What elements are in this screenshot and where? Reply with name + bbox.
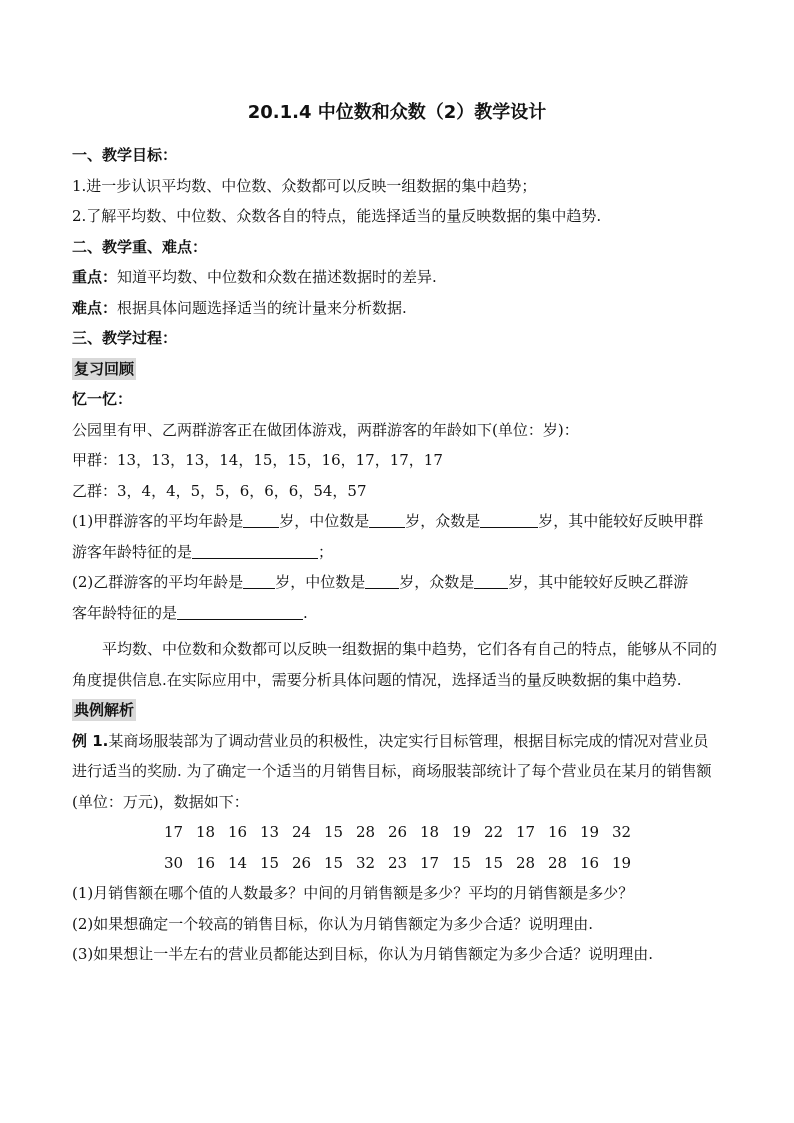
difficulty-label: 难点：: [72, 298, 118, 317]
sales-value: 15: [324, 823, 344, 841]
sales-value: 30: [164, 853, 184, 872]
answer-blank[interactable]: [474, 572, 508, 589]
question-2-text-a: (2)乙群游客的平均年龄是: [72, 573, 244, 591]
question-2-text-d: 岁，其中能较好反映乙群游: [508, 573, 689, 591]
example-question-3: (3)如果想让一半左右的营业员都能达到目标，你认为月销售额定为多少合适？说明理由.: [72, 945, 654, 963]
sales-value: 17: [516, 823, 536, 841]
sales-value: 28: [356, 823, 376, 841]
sales-value: 16: [580, 853, 600, 872]
sales-value: 15: [324, 853, 344, 872]
sales-value: 32: [612, 823, 632, 841]
sales-value: 22: [484, 823, 504, 841]
recall-heading: 忆一忆：: [72, 390, 133, 408]
sales-value: 18: [420, 823, 440, 841]
section-heading-objectives: 一、教学目标：: [72, 146, 178, 164]
key-point-text: 知道平均数、中位数和众数在描述数据时的差异.: [117, 268, 437, 286]
question-1-text-e: 游客年龄特征的是: [72, 542, 193, 561]
question-2-text-c: 岁，众数是: [399, 573, 475, 591]
sales-value: 18: [196, 823, 216, 841]
question-1-text-c: 岁，众数是: [405, 512, 481, 530]
difficulty-text: 根据具体问题选择适当的统计量来分析数据.: [117, 298, 407, 317]
question-2-text-f: .: [303, 603, 308, 622]
sales-value: 19: [612, 853, 632, 872]
section-heading-key-points: 二、教学重、难点：: [72, 237, 208, 256]
answer-blank[interactable]: [369, 511, 405, 528]
sales-value: 15: [484, 853, 504, 872]
sales-value: 15: [452, 853, 472, 872]
group-b-ages: 乙群：3，4，4，5，5，6，6，6，54，57: [72, 481, 367, 500]
objective-1: 1.进一步认识平均数、中位数、众数都可以反映一组数据的集中趋势；: [72, 176, 537, 195]
answer-blank[interactable]: [192, 542, 318, 559]
question-1: [72, 506, 722, 537]
example-tag: 典例解析: [74, 701, 135, 719]
example-question-2: (2)如果想确定一个较高的销售目标，你认为月销售额定为多少合适？说明理由.: [72, 914, 594, 933]
question-1-text-b: 岁，中位数是: [279, 512, 370, 530]
question-1-continued: [72, 537, 722, 568]
sales-value: 16: [548, 823, 568, 841]
sales-value: 17: [164, 823, 184, 841]
example-question-1: (1)月销售额在哪个值的人数最多？中间的月销售额是多少？平均的月销售额是多少？: [72, 884, 634, 902]
answer-blank[interactable]: [243, 511, 279, 528]
problem-intro: 公园里有甲、乙两群游客正在做团体游戏，两群游客的年龄如下(单位：岁)：: [72, 420, 579, 439]
difficulty: [72, 293, 722, 324]
sales-value: 23: [388, 853, 408, 872]
answer-blank[interactable]: [243, 572, 275, 589]
sales-value: 24: [292, 823, 312, 841]
sales-data-row-2: [72, 848, 722, 879]
review-tag: 复习回顾: [74, 359, 135, 378]
sales-value: 32: [356, 853, 376, 872]
document-title: 20.1.4 中位数和众数（2）教学设计: [247, 102, 547, 123]
answer-blank[interactable]: [365, 572, 399, 589]
sales-value: 15: [260, 853, 280, 872]
group-a-ages: 甲群：13，13，13，14，15，15，16，17，17，17: [72, 451, 443, 469]
key-point-label: 重点：: [72, 268, 118, 286]
sales-value: 19: [580, 823, 600, 841]
answer-blank[interactable]: [177, 603, 303, 620]
objective-2: 2.了解平均数、中位数、众数各自的特点，能选择适当的量反映数据的集中趋势.: [72, 207, 602, 225]
example-1-label: 例 1.: [72, 731, 109, 750]
answer-blank[interactable]: [480, 511, 538, 528]
question-2-text-b: 岁，中位数是: [275, 573, 366, 591]
sales-data-row-1: [72, 817, 722, 848]
question-2-continued: [72, 598, 722, 629]
sales-value: 13: [260, 823, 280, 841]
question-1-text-d: 岁，其中能较好反映甲群: [538, 512, 704, 530]
sales-value: 14: [228, 853, 248, 872]
question-1-text-a: (1)甲群游客的平均年龄是: [72, 512, 244, 530]
summary-paragraph: 平均数、中位数和众数都可以反映一组数据的集中趋势，它们各有自己的特点，能够从不同的角度提供信息.在实际应用中，需要分析具体问题的情况，选择适当的量反映数据的集中趋势.: [72, 640, 718, 689]
question-2-text-e: 客年龄特征的是: [72, 603, 178, 622]
sales-value: 16: [228, 823, 248, 841]
sales-value: 28: [516, 853, 536, 872]
question-1-text-f: ；: [318, 542, 334, 561]
sales-value: 26: [292, 853, 312, 872]
question-2: [72, 567, 722, 598]
key-point: [72, 262, 722, 293]
sales-value: 19: [452, 823, 472, 841]
sales-value: 26: [388, 823, 408, 841]
sales-value: 17: [420, 853, 440, 872]
section-heading-process: 三、教学过程：: [72, 329, 178, 347]
sales-value: 16: [196, 853, 216, 872]
sales-value: 28: [548, 853, 568, 872]
example-1-text: 某商场服装部为了调动营业员的积极性，决定实行目标管理，根据目标完成的情况对营业员进行适当的奖励. 为了确定一个适当的月销售目标，商场服装部统计了每个营业员在某月的销售额(单位：万元)，数据如下：: [72, 731, 712, 811]
example-1-paragraph: [72, 726, 722, 818]
